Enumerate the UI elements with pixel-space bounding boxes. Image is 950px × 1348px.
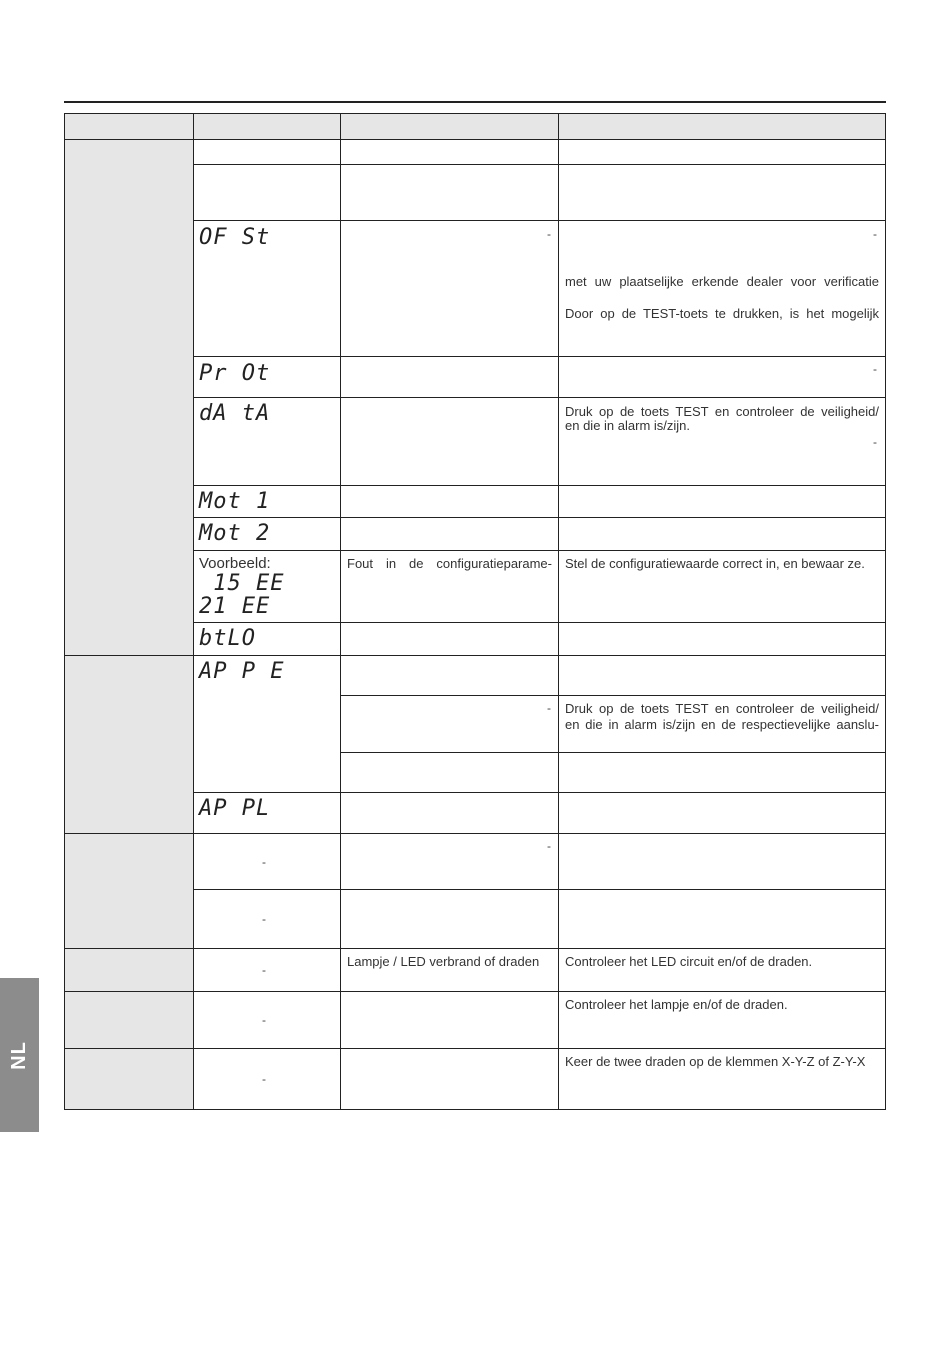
error-code-appl: AP PL bbox=[199, 796, 271, 821]
error-code-btlo: btLO bbox=[199, 626, 256, 651]
example-label: Voorbeeld: bbox=[199, 555, 271, 572]
category-cell-5 bbox=[64, 991, 193, 1048]
grid-line bbox=[64, 1109, 886, 1110]
category-cell-4 bbox=[64, 948, 193, 991]
language-tab bbox=[0, 978, 39, 1132]
grid-line bbox=[340, 113, 341, 1110]
table-header-row bbox=[64, 113, 886, 139]
grid-line bbox=[64, 139, 886, 140]
error-code-data: dA tA bbox=[199, 401, 271, 426]
grid-line bbox=[193, 220, 886, 221]
grid-line bbox=[64, 655, 886, 656]
error-code-example-2: 21 EE bbox=[199, 594, 271, 619]
data-remedy-line2: en die in alarm is/zijn. bbox=[565, 418, 690, 433]
grid-line bbox=[885, 113, 886, 1110]
wires-remedy: Keer de twee draden op de klemmen X-Y-Z of Z-Y-X bbox=[565, 1054, 866, 1069]
grid-line bbox=[64, 948, 886, 949]
category-cell-3 bbox=[64, 833, 193, 948]
grid-line bbox=[193, 164, 886, 165]
category-cell-1 bbox=[64, 139, 193, 655]
config-cause: Fout in de configuratieparame- bbox=[347, 556, 552, 571]
grid-line bbox=[193, 550, 886, 551]
appe-remedy-line2: en die in alarm is/zijn en de respectievelijke aanslu- bbox=[565, 717, 879, 732]
hyphen-mark: - bbox=[873, 435, 877, 449]
hyphen-mark: - bbox=[262, 855, 266, 869]
grid-line bbox=[64, 833, 886, 834]
grid-line bbox=[193, 622, 886, 623]
hyphen-mark: - bbox=[262, 1072, 266, 1086]
appe-remedy-line1: Druk op de toets TEST en controleer de veiligheid/ bbox=[565, 701, 879, 716]
hyphen-mark: - bbox=[873, 362, 877, 376]
grid-line bbox=[193, 889, 886, 890]
hyphen-mark: - bbox=[262, 963, 266, 977]
grid-line bbox=[340, 752, 886, 753]
error-code-appe: AP P E bbox=[199, 659, 285, 684]
hyphen-mark: - bbox=[873, 227, 877, 241]
grid-line bbox=[193, 113, 194, 1110]
grid-line bbox=[64, 113, 65, 1110]
error-code-prot: Pr Ot bbox=[199, 361, 271, 386]
grid-line bbox=[64, 1048, 886, 1049]
language-tab-label: NL bbox=[7, 1040, 30, 1070]
category-cell-2 bbox=[64, 655, 193, 833]
hyphen-mark: - bbox=[547, 701, 551, 715]
led-cause: Lampje / LED verbrand of draden bbox=[347, 954, 540, 969]
grid-line bbox=[558, 113, 559, 1110]
grid-line bbox=[193, 397, 886, 398]
error-code-mot2: Mot 2 bbox=[199, 521, 271, 546]
led-remedy: Controleer het LED circuit en/of de draden. bbox=[565, 954, 813, 969]
ofst-remedy-line2: Door op de TEST-toets te drukken, is het mogelijk bbox=[565, 306, 879, 321]
grid-line bbox=[340, 695, 886, 696]
top-rule bbox=[64, 101, 886, 103]
category-cell-6 bbox=[64, 1048, 193, 1109]
config-remedy: Stel de configuratiewaarde correct in, en bewaar ze. bbox=[565, 556, 865, 571]
grid-line bbox=[64, 991, 886, 992]
error-code-example-1: 15 EE bbox=[199, 571, 285, 596]
hyphen-mark: - bbox=[262, 912, 266, 926]
hyphen-mark: - bbox=[547, 227, 551, 241]
hyphen-mark: - bbox=[262, 1013, 266, 1027]
data-remedy-line1: Druk op de toets TEST en controleer de veiligheid/ bbox=[565, 404, 879, 419]
grid-line bbox=[193, 485, 886, 486]
error-code-mot1: Mot 1 bbox=[199, 489, 271, 514]
ofst-remedy-line1: met uw plaatselijke erkende dealer voor verificatie bbox=[565, 274, 879, 289]
grid-line bbox=[193, 792, 886, 793]
grid-line bbox=[193, 356, 886, 357]
hyphen-mark: - bbox=[547, 839, 551, 853]
grid-line bbox=[64, 113, 886, 114]
grid-line bbox=[193, 517, 886, 518]
lamp-remedy: Controleer het lampje en/of de draden. bbox=[565, 997, 788, 1012]
error-code-ofst: OF St bbox=[199, 225, 271, 250]
